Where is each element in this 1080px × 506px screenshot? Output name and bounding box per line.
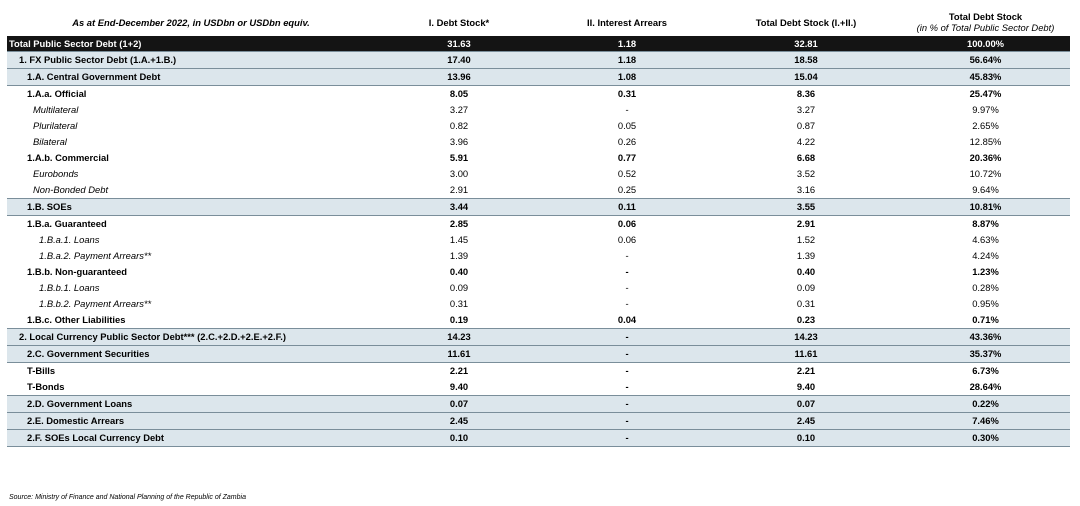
total-debt-cell: 0.09 xyxy=(796,282,816,293)
interest-arrears-cell: - xyxy=(625,266,629,277)
header-period: As at End-December 2022, in USDbn or USDbn equiv. xyxy=(72,16,310,28)
row-label: 1.B.a.2. Payment Arrears** xyxy=(39,250,152,261)
total-debt-cell: 2.45 xyxy=(711,413,901,430)
total-debt-cell: 14.23 xyxy=(711,329,901,346)
source-note: Source: Ministry of Finance and National Planning of the Republic of Zambia xyxy=(9,494,246,501)
debt-stock-cell: 0.07 xyxy=(375,396,543,413)
interest-arrears-cell: 0.31 xyxy=(617,88,637,99)
total-debt-cell: 2.21 xyxy=(796,365,816,376)
debt-stock-cell: 5.91 xyxy=(449,152,469,163)
row-label: T-Bills xyxy=(27,365,56,376)
row-label: T-Bonds xyxy=(27,381,65,392)
table-row xyxy=(7,379,1070,396)
total-debt-cell: 0.31 xyxy=(796,298,816,309)
interest-arrears-cell: 0.11 xyxy=(543,199,711,216)
debt-stock-cell: 8.05 xyxy=(449,88,469,99)
pct-cell: 6.73% xyxy=(972,365,999,376)
pct-cell: 20.36% xyxy=(969,152,1002,163)
interest-arrears-cell: - xyxy=(625,381,629,392)
table-row xyxy=(7,248,1070,264)
debt-stock-cell: 3.96 xyxy=(449,136,469,147)
table-row xyxy=(7,150,1070,166)
table-row xyxy=(7,430,1070,447)
table-row xyxy=(7,296,1070,312)
debt-stock-cell: 0.09 xyxy=(449,282,469,293)
debt-stock-cell: 2.85 xyxy=(449,218,469,229)
interest-arrears-cell: 0.05 xyxy=(617,120,637,131)
debt-stock-cell: 2.91 xyxy=(449,184,469,195)
total-debt-cell: 3.52 xyxy=(796,168,816,179)
interest-arrears-cell: - xyxy=(543,329,711,346)
table-row xyxy=(7,134,1070,150)
table-row xyxy=(7,216,1070,233)
debt-stock-cell: 13.96 xyxy=(375,69,543,86)
debt-stock-cell: 1.45 xyxy=(449,234,469,245)
total-debt-cell: 18.58 xyxy=(711,52,901,69)
total-debt-cell: 1.52 xyxy=(796,234,816,245)
debt-stock-cell: 14.23 xyxy=(375,329,543,346)
pct-cell: 0.30% xyxy=(901,430,1070,447)
interest-arrears-cell: 0.04 xyxy=(617,314,637,325)
row-label: 1.B.c. Other Liabilities xyxy=(27,314,126,325)
total-debt-cell: 15.04 xyxy=(711,69,901,86)
pct-cell: 0.22% xyxy=(901,396,1070,413)
total-debt-cell: 3.16 xyxy=(796,184,816,195)
pct-cell: 56.64% xyxy=(901,52,1070,69)
interest-arrears-cell: 0.06 xyxy=(617,234,637,245)
total-debt-cell: 3.27 xyxy=(796,104,816,115)
pct-cell: 0.28% xyxy=(972,282,999,293)
pct-cell: 0.95% xyxy=(972,298,999,309)
table-row xyxy=(7,199,1070,216)
table-row xyxy=(7,86,1070,103)
pct-cell: 28.64% xyxy=(969,381,1002,392)
pct-cell: 43.36% xyxy=(901,329,1070,346)
row-label: 2.D. Government Loans xyxy=(7,396,375,413)
row-label: 1.B.a. Guaranteed xyxy=(27,218,107,229)
row-label: Multilateral xyxy=(33,104,79,115)
pct-cell: 9.64% xyxy=(972,184,999,195)
pct-cell: 4.24% xyxy=(972,250,999,261)
row-label: 1.B. SOEs xyxy=(7,199,375,216)
interest-arrears-cell: - xyxy=(543,396,711,413)
debt-stock-cell: 2.21 xyxy=(449,365,469,376)
interest-arrears-cell: 0.52 xyxy=(617,168,637,179)
pct-cell: 8.87% xyxy=(972,218,999,229)
table-row xyxy=(7,166,1070,182)
interest-arrears-cell: - xyxy=(625,298,629,309)
header-row xyxy=(7,8,1070,36)
total-debt-cell: 3.55 xyxy=(711,199,901,216)
pct-cell: 12.85% xyxy=(969,136,1002,147)
debt-stock-cell: 1.39 xyxy=(449,250,469,261)
debt-stock-cell: 9.40 xyxy=(449,381,469,392)
table-row xyxy=(7,312,1070,329)
table-row xyxy=(7,232,1070,248)
pct-cell: 9.97% xyxy=(972,104,999,115)
pct-cell: 35.37% xyxy=(901,346,1070,363)
row-label: 1.A.a. Official xyxy=(27,88,87,99)
interest-arrears-cell: 1.18 xyxy=(543,36,711,52)
total-debt-cell: 1.39 xyxy=(796,250,816,261)
row-label: 1.A.b. Commercial xyxy=(27,152,109,163)
total-debt-cell: 4.22 xyxy=(796,136,816,147)
total-debt-cell: 0.23 xyxy=(796,314,816,325)
interest-arrears-cell: 1.18 xyxy=(543,52,711,69)
interest-arrears-cell: 0.77 xyxy=(617,152,637,163)
interest-arrears-cell: - xyxy=(543,346,711,363)
pct-cell: 10.81% xyxy=(901,199,1070,216)
row-label: Plurilateral xyxy=(33,120,78,131)
pct-cell: 100.00% xyxy=(901,36,1070,52)
row-label: 1.B.b.2. Payment Arrears** xyxy=(39,298,152,309)
row-label: 1.B.b.1. Loans xyxy=(39,282,100,293)
debt-table xyxy=(7,8,1070,447)
pct-cell: 1.23% xyxy=(972,266,999,277)
table-row xyxy=(7,329,1070,346)
debt-stock-cell: 0.19 xyxy=(449,314,469,325)
pct-cell: 4.63% xyxy=(972,234,999,245)
pct-cell: 2.65% xyxy=(972,120,999,131)
interest-arrears-cell: 0.25 xyxy=(617,184,637,195)
total-debt-cell: 0.40 xyxy=(796,266,816,277)
interest-arrears-cell: - xyxy=(543,413,711,430)
row-label: 1.B.b. Non-guaranteed xyxy=(27,266,128,277)
debt-stock-cell: 3.27 xyxy=(449,104,469,115)
interest-arrears-cell: - xyxy=(625,250,629,261)
header-pct-title: Total Debt Stock xyxy=(948,11,1023,22)
row-label: 2.E. Domestic Arrears xyxy=(7,413,375,430)
pct-cell: 45.83% xyxy=(901,69,1070,86)
debt-stock-cell: 3.00 xyxy=(449,168,469,179)
total-debt-cell: 11.61 xyxy=(711,346,901,363)
debt-stock-cell: 0.31 xyxy=(449,298,469,309)
row-label: Bilateral xyxy=(33,136,67,147)
row-label: 2.F. SOEs Local Currency Debt xyxy=(7,430,375,447)
total-debt-cell: 0.10 xyxy=(711,430,901,447)
table-row xyxy=(7,413,1070,430)
interest-arrears-cell: - xyxy=(625,104,629,115)
debt-stock-cell: 2.45 xyxy=(375,413,543,430)
row-label: Total Public Sector Debt (1+2) xyxy=(7,36,375,52)
debt-stock-cell: 0.10 xyxy=(375,430,543,447)
row-label: Eurobonds xyxy=(33,168,79,179)
table-row xyxy=(7,346,1070,363)
total-debt-cell: 0.87 xyxy=(796,120,816,131)
table-row xyxy=(7,69,1070,86)
interest-arrears-cell: - xyxy=(543,430,711,447)
table-row xyxy=(7,396,1070,413)
pct-cell: 0.71% xyxy=(972,314,999,325)
header-interest-arrears: II. Interest Arrears xyxy=(587,16,667,28)
total-debt-cell: 32.81 xyxy=(711,36,901,52)
table-row xyxy=(7,52,1070,69)
table-row xyxy=(7,102,1070,118)
row-label: 1. FX Public Sector Debt (1.A.+1.B.) xyxy=(7,52,375,69)
table-row xyxy=(7,363,1070,380)
total-debt-cell: 2.91 xyxy=(796,218,816,229)
debt-stock-cell: 0.82 xyxy=(449,120,469,131)
row-label: Non-Bonded Debt xyxy=(33,184,109,195)
pct-cell: 10.72% xyxy=(969,168,1002,179)
table-row xyxy=(7,36,1070,52)
debt-stock-cell: 17.40 xyxy=(375,52,543,69)
row-label: 1.B.a.1. Loans xyxy=(39,234,100,245)
table-row xyxy=(7,118,1070,134)
row-label: 2.C. Government Securities xyxy=(7,346,375,363)
interest-arrears-cell: 0.26 xyxy=(617,136,637,147)
interest-arrears-cell: - xyxy=(625,365,629,376)
total-debt-cell: 9.40 xyxy=(796,381,816,392)
debt-stock-cell: 3.44 xyxy=(375,199,543,216)
row-label: 1.A. Central Government Debt xyxy=(7,69,375,86)
table-row xyxy=(7,182,1070,199)
pct-cell: 7.46% xyxy=(901,413,1070,430)
interest-arrears-cell: - xyxy=(625,282,629,293)
header-debt-stock: I. Debt Stock* xyxy=(428,16,490,28)
table-row xyxy=(7,280,1070,296)
debt-stock-cell: 0.40 xyxy=(449,266,469,277)
interest-arrears-cell: 0.06 xyxy=(617,218,637,229)
pct-cell: 25.47% xyxy=(969,88,1002,99)
header-pct-total xyxy=(901,8,1070,36)
header-pct-subtitle: (in % of Total Public Sector Debt) xyxy=(916,22,1055,33)
debt-stock-cell: 11.61 xyxy=(375,346,543,363)
table-row xyxy=(7,264,1070,280)
total-debt-cell: 6.68 xyxy=(796,152,816,163)
interest-arrears-cell: 1.08 xyxy=(543,69,711,86)
total-debt-cell: 8.36 xyxy=(796,88,816,99)
header-total-debt-stock: Total Debt Stock (I.+II.) xyxy=(755,16,857,28)
total-debt-cell: 0.07 xyxy=(711,396,901,413)
row-label: 2. Local Currency Public Sector Debt*** (2.C.+2.D.+2.E.+2.F.) xyxy=(7,329,375,346)
debt-stock-cell: 31.63 xyxy=(375,36,543,52)
